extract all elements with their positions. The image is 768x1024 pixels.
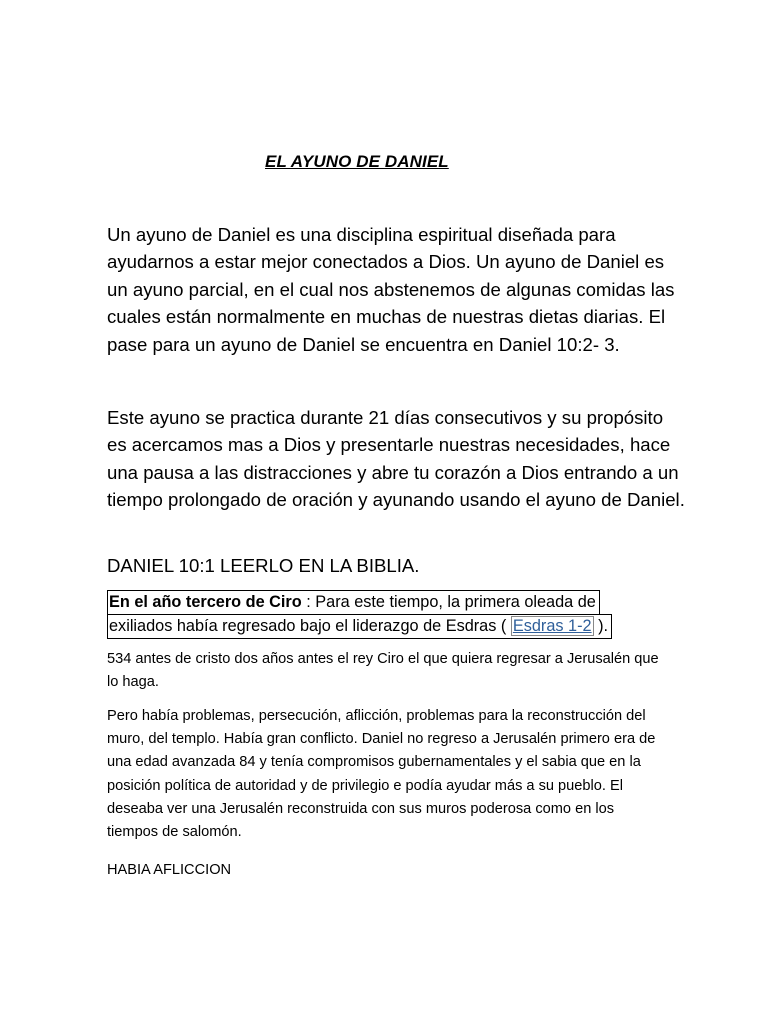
boxed-quote-line-1 — [107, 590, 600, 615]
boxed-quote-line-2 — [107, 614, 612, 639]
document-title: EL AYUNO DE DANIEL — [265, 152, 449, 171]
paragraph-affliction: HABIA AFLICCION — [107, 862, 232, 878]
boxed-quote — [107, 590, 647, 639]
paragraph-purpose: Este ayuno se practica durante 21 días consecutivos y su propósito es acercamos mas a Dios y presentarle nuestras necesidades, hace una pausa a las distracciones y abre tu corazón a Dios entrando a un tiempo prolongado de oración y ayunando usando el ayuno de Daniel. — [107, 407, 685, 511]
quote-bold-lead: En el año tercero de Ciro — [109, 593, 302, 611]
paragraph-historical-date: 534 antes de cristo dos años antes el rey Ciro el que quiera regresar a Jerusalén que lo haga. — [107, 651, 659, 691]
section-heading: DANIEL 10:1 LEERLO EN LA BIBLIA. — [107, 555, 420, 576]
quote-text-3: ). — [593, 617, 609, 635]
quote-text-2: exiliados había regresado bajo el liderazgo de Esdras ( — [109, 617, 511, 635]
quote-text-1: : Para este tiempo, la primera oleada de — [301, 593, 596, 611]
paragraph-intro: Un ayuno de Daniel es una disciplina espiritual diseñada para ayudarnos a estar mejor conectados a Dios. Un ayuno de Daniel es un ayuno parcial, en el cual nos abstenemos de algunas comidas las cuales están normalmente en muchas de nuestras dietas diarias. El pase para un ayuno de Daniel se encuentra en Daniel 10:2- 3. — [107, 224, 675, 355]
paragraph-problems: Pero había problemas, persecución, aflicción, problemas para la reconstrucción del muro, del templo. Había gran conflicto. Daniel no regreso a Jerusalén primero era de una edad avanzada 84 y tenía compromisos gubernamentales y el sabia que en la posición política de autoridad y de privilegio e podía ayudar más a su pueblo. El deseaba ver una Jerusalén reconstruida con sus muros poderosa como en los tiempos de salomón. — [107, 708, 656, 841]
esdras-link[interactable]: Esdras 1-2 — [512, 617, 592, 635]
